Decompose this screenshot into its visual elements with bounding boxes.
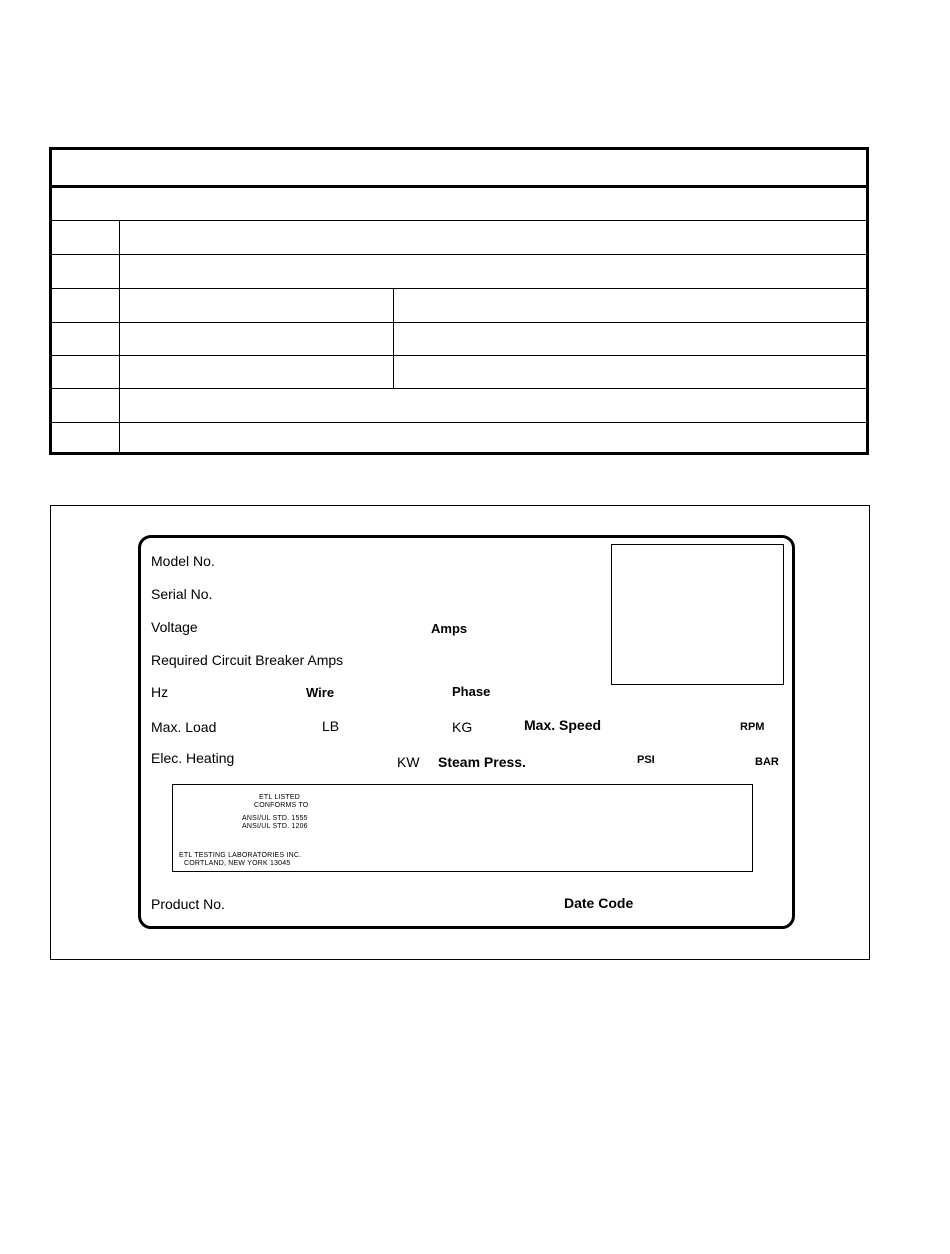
lab-address-text: CORTLAND, NEW YORK 13045: [184, 860, 291, 867]
conforms-to-text: CONFORMS TO: [254, 802, 309, 809]
ansi-standard-text: ANSI/UL STD. 1555: [242, 815, 308, 822]
label-image-box: [611, 544, 784, 685]
table-column-divider: [119, 221, 120, 452]
table-row: [52, 322, 866, 356]
elec-heating-label: Elec. Heating: [151, 750, 235, 766]
kw-unit: KW: [397, 754, 420, 770]
table-row: [52, 389, 866, 423]
hz-label: Hz: [151, 684, 169, 700]
date-code-label: Date Code: [564, 895, 634, 911]
voltage-label: Voltage: [151, 619, 198, 635]
max-load-label: Max. Load: [151, 719, 217, 735]
table-title-row: [52, 150, 866, 188]
serial-no-label: Serial No.: [151, 586, 213, 602]
table-row: [52, 423, 866, 455]
lab-name-text: ETL TESTING LABORATORIES INC.: [179, 852, 302, 859]
bar-unit: BAR: [755, 756, 779, 768]
circuit-breaker-label: Required Circuit Breaker Amps: [151, 652, 344, 668]
table-subheader-row: [52, 188, 866, 221]
model-no-label: Model No.: [151, 553, 215, 569]
record-table: [49, 147, 869, 455]
amps-label: Amps: [431, 621, 468, 636]
table-column-divider: [393, 289, 394, 389]
table-row: [52, 221, 866, 255]
lb-unit: LB: [322, 718, 340, 734]
table-row: [52, 255, 866, 289]
phase-label: Phase: [452, 684, 491, 699]
product-no-label: Product No.: [151, 896, 225, 912]
wire-label: Wire: [306, 685, 335, 700]
table-row: [52, 289, 866, 323]
kg-unit: KG: [452, 719, 473, 735]
etl-listed-text: ETL LISTED: [259, 794, 301, 801]
steam-press-label: Steam Press.: [438, 754, 526, 770]
rpm-unit: RPM: [740, 721, 765, 733]
table-row: [52, 355, 866, 389]
psi-unit: PSI: [637, 754, 655, 766]
ansi-standard-text: ANSI/UL STD. 1206: [242, 823, 308, 830]
max-speed-label: Max. Speed: [524, 717, 602, 733]
